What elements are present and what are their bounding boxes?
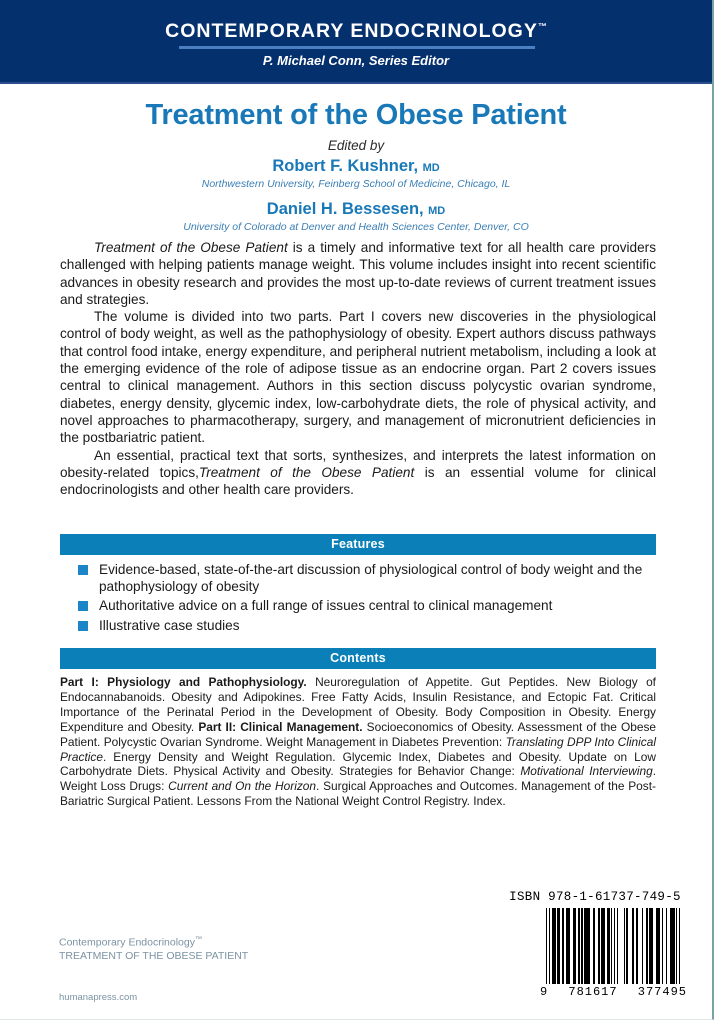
chapter-subtitle-italic-2: Motivational Interviewing [520,764,653,779]
barcode-digits [537,984,690,1000]
contents-band-label: Contents [60,648,656,669]
editor-name: Robert F. Kushner, [272,157,419,175]
part-1-heading: Part I: Physiology and Pathophysiology. [60,675,307,689]
chapter-subtitle-italic-1: Translating DPP Into Clinical Practice [60,734,657,764]
barcode-group-2: 377495 [637,985,687,999]
footer-book-line: TREATMENT OF THE OBESE PATIENT [59,949,249,962]
header-divider-rule [179,46,535,49]
book-title-italic: Treatment of the Obese Patient [198,464,415,480]
series-title [0,20,712,43]
part-2-heading: Part II: Clinical Management. [198,719,363,734]
description-paragraph-3 [60,447,656,499]
part-2-body-b: . Energy Density and Weight Regulation. Glycemic Index, Diabetes and Obesity. Update on Low Carbohydrate Diets. Physical Activity and Obesity. Strategies for Behavior Change: [60,749,656,779]
features-band-label: Features [60,534,656,555]
description-paragraph-1 [60,239,656,308]
list-item [78,617,658,634]
book-title-italic: Treatment of the Obese Patient [94,240,288,255]
editor-degree: MD [422,162,440,174]
list-item [78,597,658,614]
editor-affiliation: University of Colorado at Denver and Health Sciences Center, Denver, CO [183,221,529,233]
square-bullet-icon [78,601,88,611]
editor-degree: MD [428,205,446,217]
editor-entry-2 [0,200,712,233]
description-paragraph-2: The volume is divided into two parts. Part I covers new discoveries in the physiological control of body weight, as well as the pathophysiology of obesity. Expert authors discuss pathways that control food intake, energy expenditure, and peripheral nutrient metabolism, including a look at the emerging evidence of the role of adipose tissue as an endocrine organ. Part 2 covers issues central to clinical management. Authors in this section discuss polycystic ovarian syndrome, diabetes, energy density, glycemic index, low-carbohydrate diets, the role of physical activity, and novel approaches to pharmacotherapy, surgery, and management of micronutrient deficiencies in the postbariatric patient. [60,309,656,446]
page-title: Treatment of the Obese Patient [145,99,567,131]
isbn-label: ISBN 978-1-61737-749-5 [509,890,681,904]
editor-affiliation: Northwestern University, Feinberg School of Medicine, Chicago, IL [201,178,511,190]
part-1-body: Neuroregulation of Appetite. Gut Peptides. New Biology of Endocannabanoids. Obesity and Adipokines. Free Fatty Acids, Insulin Resistance, and Ectopic Fat. Critical Importance of the Perinatal Period in the Development of Obesity. Body Composition in Obesity. Energy Expenditure and Obesity. [60,675,656,734]
footer-series-name: Contemporary Endocrinology [59,936,195,949]
editor-name: Daniel H. Bessesen, [266,200,424,218]
barcode-left-digit: 9 [540,985,549,999]
feature-label: Evidence-based, state-of-the-art discussion of physiological control of body weight and the pathophysiology of obesity [99,562,643,595]
feature-label: Illustrative case studies [99,617,240,633]
feature-label: Authoritative advice on a full range of issues central to clinical management [99,598,553,614]
chapter-subtitle-italic-3: Current and On the Horizon [168,779,317,794]
trademark-symbol: ™ [195,936,202,943]
series-header-band [0,0,712,84]
description-body [60,239,656,498]
part-2-body-c: . Weight Loss Drugs: [60,764,657,794]
edited-by-label: Edited by [327,138,385,153]
footer-series-line [59,933,248,950]
editor-entry-1 [0,157,712,190]
contents-paragraph [60,675,656,809]
barcode [537,908,690,1006]
description-paragraph-3-a: An essential, practical text that sorts, synthesizes, and interprets the latest information on obesity-related topics, [60,447,656,480]
series-title-text: CONTEMPORARY ENDOCRINOLOGY [165,20,538,42]
publisher-url[interactable]: humanapress.com [59,992,138,1003]
series-editor: P. Michael Conn, Series Editor [262,53,450,68]
footer-series-block [59,933,248,963]
part-2-body-a: Socioeconomics of Obesity. Assessment of the Obese Patient. Polycystic Ovarian Syndrome. Weight Management in Diabetes Prevention: [60,719,656,749]
barcode-group-1: 781617 [568,985,618,999]
list-item [78,561,658,595]
part-2-body-d: . Surgical Approaches and Outcomes. Management of the Post-Bariatric Surgical Patient. Lessons From the National Weight Control Registry. Index. [60,779,656,809]
trademark-symbol: ™ [537,21,547,32]
description-paragraph-3-b: is an essential volume for clinical endocrinologists and other health care providers. [60,464,657,498]
square-bullet-icon [78,621,88,631]
barcode-bars [546,908,681,984]
features-list [78,561,658,636]
description-paragraph-1-rest: is a timely and informative text for all health care providers challenged with helping patients manage weight. This volume includes insight into recent scientific advances in obesity research and provides the most up-to-date reviews of current treatment issues and strategies. [60,240,656,307]
square-bullet-icon [78,565,88,575]
